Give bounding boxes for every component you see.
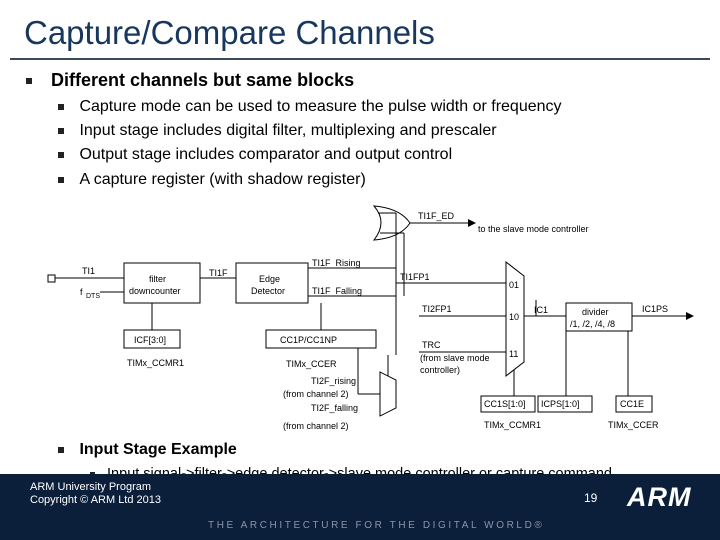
label-timx-ccer-b: TIMx_CCER [608, 420, 659, 430]
slide-title: Capture/Compare Channels [24, 14, 435, 51]
label-mux-10: 10 [509, 312, 520, 322]
label-from-channel-2b: (from channel 2) [283, 421, 349, 431]
sub-bullet-text: A capture register (with shadow register) [79, 171, 366, 188]
label-ti1: TI1 [82, 266, 96, 276]
label-from-slave-1: (from slave mode [420, 353, 490, 363]
label-filter-2: downcounter [129, 286, 181, 296]
label-cc1s: CC1S[1:0] [484, 399, 526, 409]
footer-tagline: THE ARCHITECTURE FOR THE DIGITAL WORLD® [208, 520, 545, 531]
page-number: 19 [584, 491, 598, 505]
label-ti1fp1: TI1FP1 [400, 272, 430, 282]
label-ti1f: TI1F [209, 268, 228, 278]
label-fdts: f [80, 287, 83, 297]
label-ti1f-rising: TI1F_Rising [312, 258, 361, 268]
label-from-channel-2a: (from channel 2) [283, 389, 349, 399]
label-ti2f-rising: TI2F_rising [311, 376, 357, 386]
label-edge-2: Detector [251, 286, 286, 296]
label-divider-ratios: /1, /2, /4, /8 [570, 319, 616, 329]
label-cc1p: CC1P/CC1NP [280, 335, 338, 345]
label-ti1f-ed: TI1F_ED [418, 211, 455, 221]
label-icf: ICF[3:0] [134, 335, 167, 345]
label-divider: divider [582, 307, 609, 317]
sub-bullet-text: Input stage includes digital filter, multiplexing and prescaler [79, 122, 497, 139]
footer-credits [30, 481, 161, 507]
label-mux-11: 11 [509, 349, 519, 359]
input-pin [48, 275, 55, 282]
label-slave-controller: to the slave mode controller [478, 224, 589, 234]
bullet-example-text: Input Stage Example [79, 441, 237, 458]
label-from-slave-2: controller) [420, 365, 461, 375]
label-icps: ICPS[1:0] [541, 399, 580, 409]
label-cc1e: CC1E [620, 399, 645, 409]
label-trc: TRC [422, 340, 441, 350]
label-ti2fp1: TI2FP1 [422, 304, 452, 314]
label-edge-1: Edge [259, 274, 281, 284]
or-gate [374, 206, 410, 240]
footer-program: ARM University Program [30, 481, 152, 493]
bullet-square-icon [58, 447, 64, 453]
label-timx-ccmr1-b: TIMx_CCMR1 [484, 420, 542, 430]
label-ti1f-falling: TI1F_Falling [312, 286, 363, 296]
sub-bullet-text: Output stage includes comparator and output control [79, 146, 453, 163]
arm-logo: ARM [627, 482, 692, 512]
label-ic1: IC1 [534, 305, 549, 315]
label-ic1ps: IC1PS [642, 304, 669, 314]
sub-bullet-text: Capture mode can be used to measure the pulse width or frequency [79, 98, 562, 115]
label-filter-1: filter [149, 274, 167, 284]
bullet-main-text: Different channels but same blocks [51, 70, 355, 90]
polarity-multiplexer [380, 372, 396, 416]
label-timx-ccmr1: TIMx_CCMR1 [127, 358, 185, 368]
label-ti2f-falling: TI2F_falling [311, 403, 359, 413]
label-mux-01: 01 [509, 280, 520, 290]
label-timx-ccer: TIMx_CCER [286, 359, 337, 369]
bullet-example [58, 441, 237, 459]
label-fdts-sub: DTS [86, 293, 100, 300]
footer-copyright: Copyright © ARM Ltd 2013 [30, 494, 162, 506]
